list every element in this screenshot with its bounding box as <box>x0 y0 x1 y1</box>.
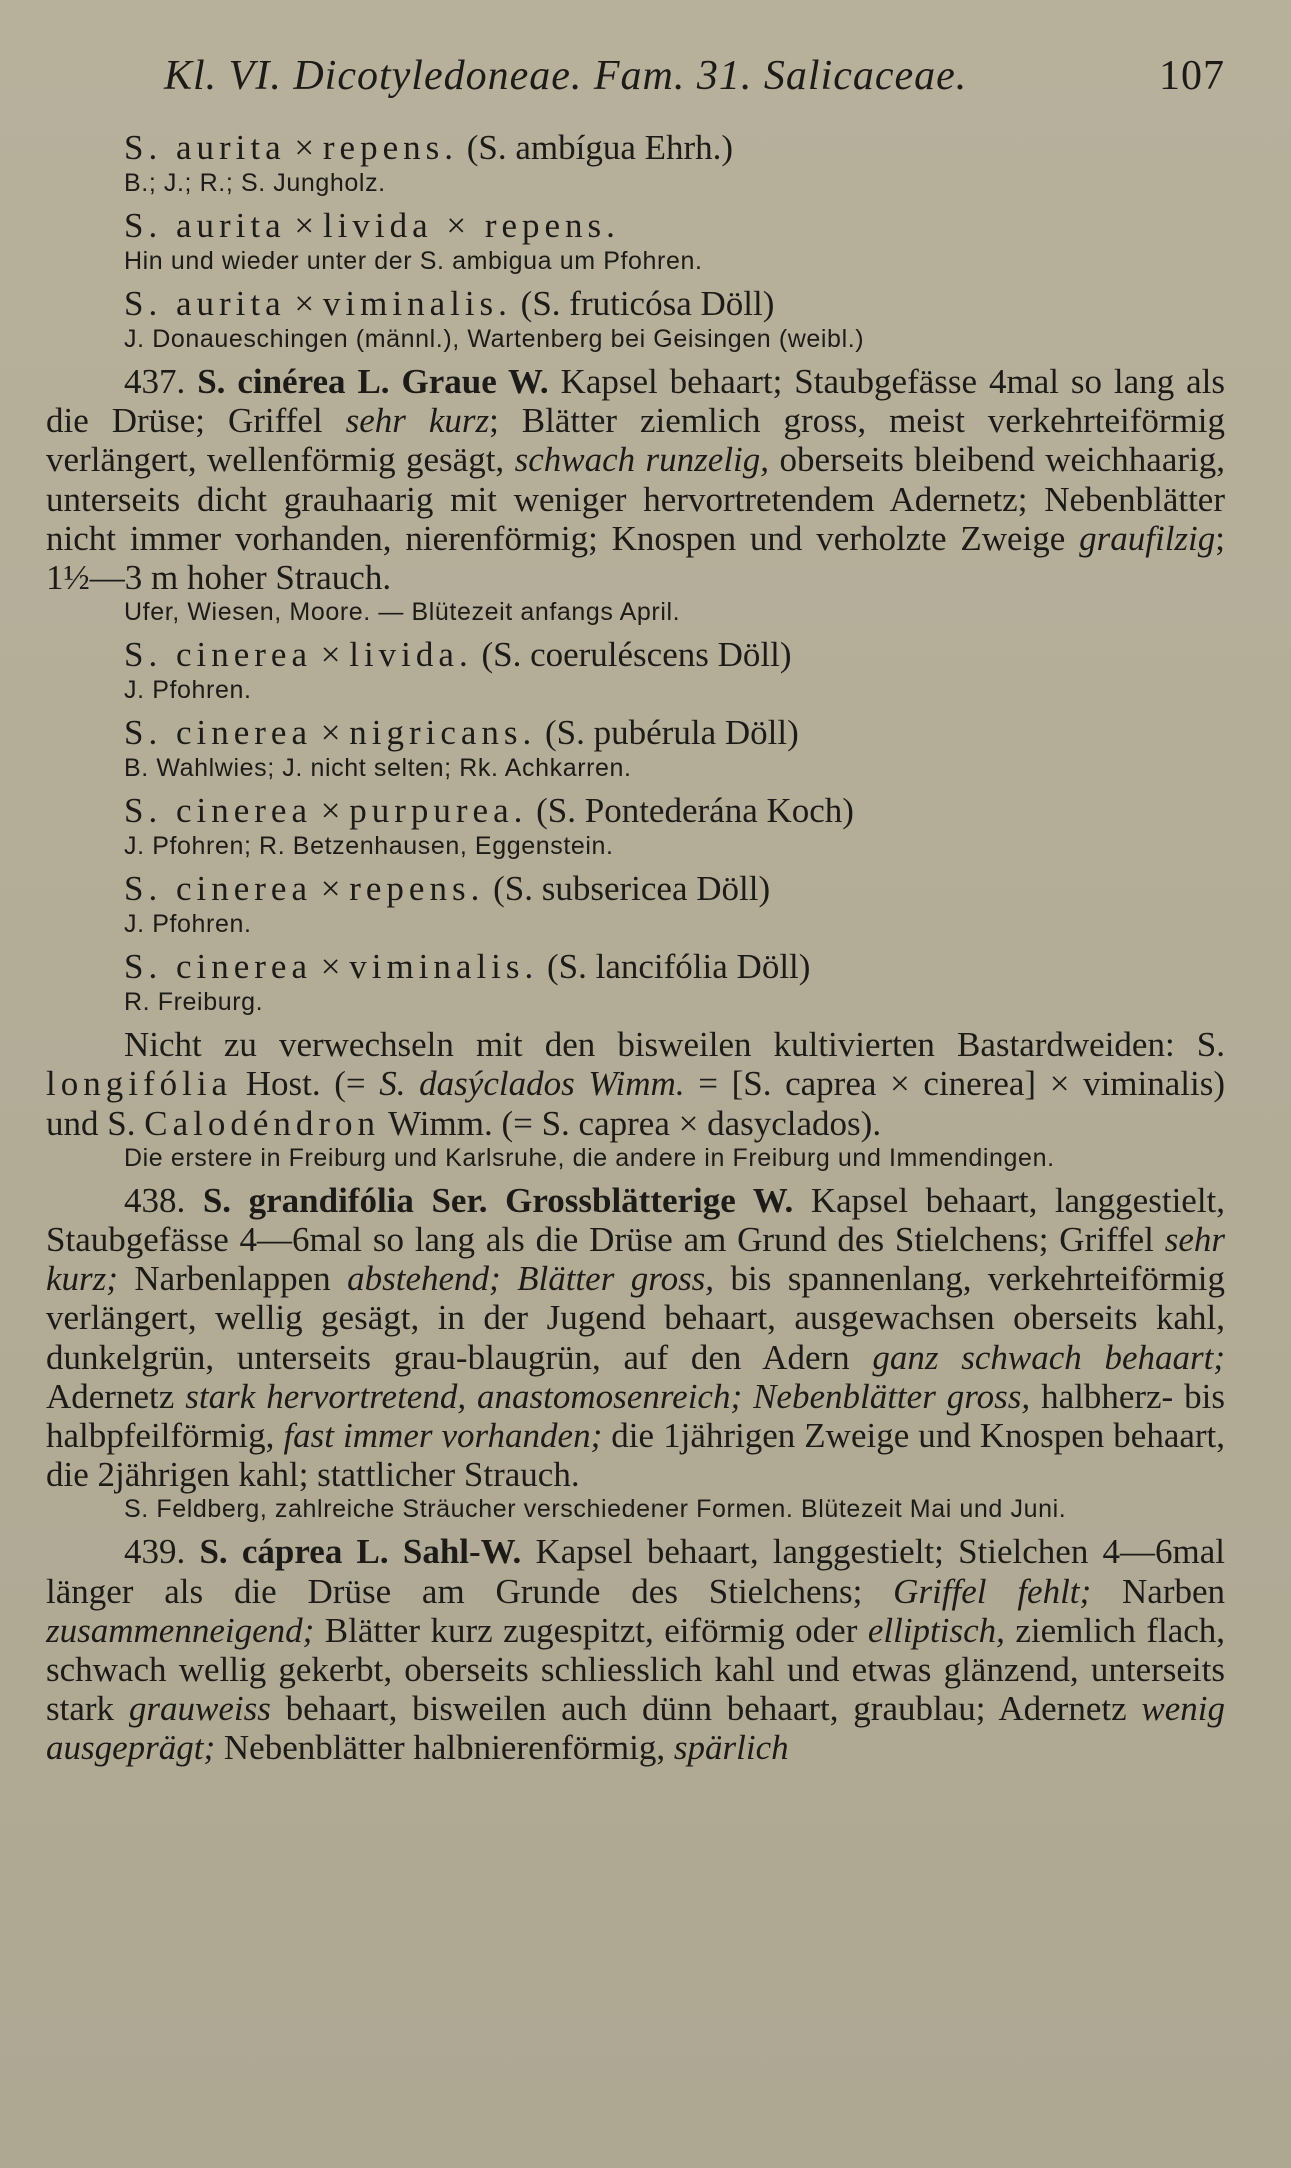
note-paragraph: Nicht zu verwechseln mit den bisweilen kultivierten Bastardweiden: S. longifólia Host. (= S. dasýclados Wimm. = [S. caprea × cinerea] × viminalis) und S. Calodéndron Wimm. (= S. caprea × dasyclados). <box>46 1025 1226 1143</box>
page-number: 107 <box>1159 53 1225 99</box>
species-name: S. cinérea L. <box>197 362 390 401</box>
species-name: S. grandifólia Ser. <box>202 1180 488 1220</box>
hybrid-locality: R. Freiburg. <box>124 988 264 1017</box>
common-name: Graue W. <box>401 362 549 401</box>
hybrid-heading: S. aurita × repens. (S. ambígua Ehrh.) <box>124 128 734 167</box>
species-438-description: 438. S. grandifólia Ser. Grossblätterige W. Kapsel behaart, langgestielt, Staubgefässe 4—6mal so lang als die Drüse am Grund des Stielchens; Griffel sehr kurz; Narbenlappen abstehend; Blätter gross, bis spannenlang, verkehrteiförmig verlängert, wellig gesägt, in der Jugend behaart, ausgewachsen oberseits kahl, dunkelgrün, unterseits grau-blaugrün, auf den Adern ganz schwach behaart; Adernetz stark hervortretend, anastomosenreich; Nebenblätter gross, halbherz- bis halbpfeilförmig, fast immer vorhanden; die 1jährigen Zweige und Knospen behaart, die 2jährigen kahl; stattlicher Strauch. <box>46 1180 1226 1495</box>
hybrid-locality: J. Pfohren. <box>124 910 252 939</box>
species-name: S. cáprea L. <box>199 1532 389 1572</box>
hybrid-locality: Hin und wieder unter der S. ambigua um Pfohren. <box>124 247 703 275</box>
hybrid-heading: S. cinerea × repens. (S. subsericea Döll) <box>124 869 771 909</box>
hybrid-heading: S. cinerea × livida. (S. coeruléscens Döll) <box>124 635 792 675</box>
species-439-description: 439. S. cáprea L. Sahl-W. Kapsel behaart, langgestielt; Stielchen 4—6mal länger als die Drüse am Grunde des Stielchens; Griffel fehlt; Narben zusammenneigend; Blätter kurz zugespitzt, eiförmig oder elliptisch, ziemlich flach, schwach wellig gekerbt, oberseits schliesslich kahl und etwas glänzend, unterseits stark grauweiss behaart, bisweilen auch dünn behaart, graublau; Adernetz wenig ausgeprägt; Nebenblätter halbnierenförmig, spärlich <box>46 1532 1226 1768</box>
note-locality: Die erstere in Freiburg und Karlsruhe, die andere in Freiburg und Immendingen. <box>124 1143 1055 1172</box>
hybrid-heading: S. aurita × viminalis. (S. fruticósa Döll) <box>124 284 775 323</box>
hybrid-heading: S. cinerea × purpurea. (S. Pontederána Koch) <box>124 791 854 831</box>
species-438-locality: S. Feldberg, zahlreiche Sträucher verschiedener Formen. Blütezeit Mai und Juni. <box>124 1495 1067 1524</box>
common-name: Sahl-W. <box>402 1532 522 1572</box>
running-header <box>46 52 1225 100</box>
hybrid-locality: B. Wahlwies; J. nicht selten; Rk. Achkarren. <box>124 754 632 783</box>
hybrid-locality: J. Pfohren. <box>124 676 252 705</box>
species-437-locality: Ufer, Wiesen, Moore. — Blütezeit anfangs April. <box>124 598 681 627</box>
hybrid-locality: J. Pfohren; R. Betzenhausen, Eggenstein. <box>124 832 614 861</box>
common-name: Grossblätterige W. <box>505 1180 794 1220</box>
hybrid-heading: S. aurita × livida × repens. <box>124 206 620 245</box>
species-437-description: 437. S. cinérea L. Graue W. Kapsel behaart; Staubgefässe 4mal so lang als die Drüse; Griffel sehr kurz; Blätter ziemlich gross, meist verkehrteiförmig verlängert, wellenförmig gesägt, schwach runzelig, oberseits bleibend weichhaarig, unterseits dicht grauhaarig mit weniger hervortretendem Adernetz; Nebenblätter nicht immer vorhanden, nierenförmig; Knospen und verholzte Zweige graufilzig; 1½—3 m hoher Strauch. <box>46 362 1226 598</box>
running-title: Kl. VI. Dicotyledoneae. Fam. 31. Salicaceae. <box>164 53 968 99</box>
hybrid-heading: S. cinerea × nigricans. (S. pubérula Döll) <box>124 713 799 753</box>
hybrid-locality: B.; J.; R.; S. Jungholz. <box>124 169 386 197</box>
hybrid-heading: S. cinerea × viminalis. (S. lancifólia Döll) <box>124 947 811 987</box>
hybrid-locality: J. Donaueschingen (männl.), Wartenberg bei Geisingen (weibl.) <box>124 325 865 353</box>
